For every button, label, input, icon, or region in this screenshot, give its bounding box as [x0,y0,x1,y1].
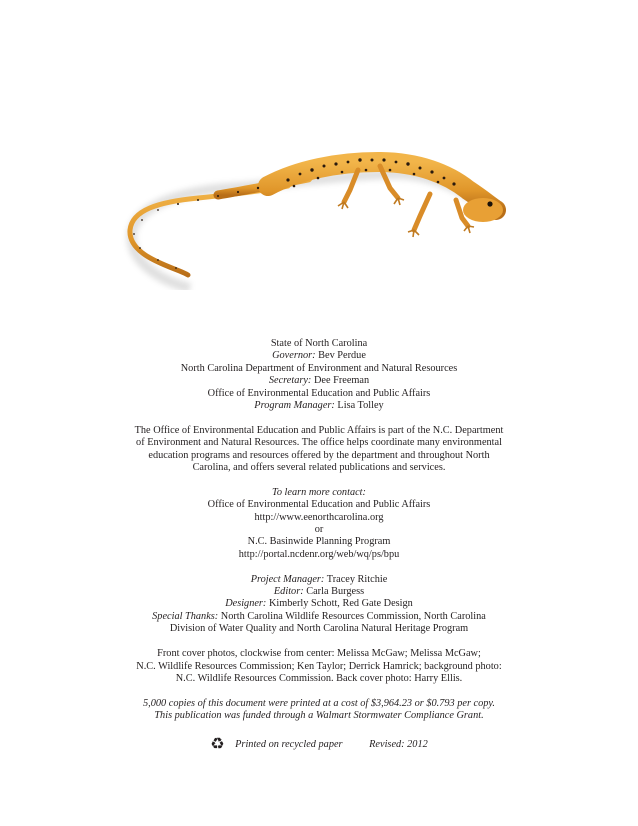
about-line: education programs and resources offered by the department and throughout North [148,449,490,461]
revised-date: Revised: 2012 [369,738,428,750]
governor-name: Bev Perdue [318,350,366,362]
colophon-text [120,338,518,723]
printing-line: 5,000 copies of this document were printed at a cost of $3,964.23 or $0.793 per copy. [143,697,495,709]
contact-url2-link[interactable]: http://portal.ncdenr.org/web/wq/ps/bpu [238,548,400,560]
secretary-line [120,375,518,387]
thanks-line-2: Division of Water Quality and North Carolina Natural Heritage Program [169,623,469,635]
photo-credits [98,648,540,685]
about-paragraph [98,425,540,475]
thanks-line [102,611,536,623]
salamander-illustration [118,140,510,290]
secretary-label: Secretary: [268,375,312,387]
project-manager-name: Tracey Ritchie [326,573,388,585]
state-line: State of North Carolina [270,338,368,349]
recycled-paper-note: Printed on recycled paper [235,738,343,750]
program-manager-name: Lisa Tolley [337,400,384,412]
department-line: North Carolina Department of Environment and Natural Resources [180,362,458,374]
footer [0,734,638,754]
printing-line: This publication was funded through a Walmart Stormwater Compliance Grant. [154,710,484,722]
thanks-label: Special Thanks: [152,610,219,622]
photo-credit-line: N.C. Wildlife Resources Commission. Back cover photo: Harry Ellis. [175,672,463,684]
program-manager-label: Program Manager: [254,400,335,412]
thanks-text: North Carolina Wildlife Resources Commission, North Carolina [220,610,486,622]
governor-label: Governor: [272,350,316,362]
contact-office: Office of Environmental Education and Public Affairs [207,499,431,511]
editor-label: Editor: [273,586,304,598]
printing-note [102,698,536,723]
program-manager-line [120,400,518,412]
contact-url-link[interactable]: http://www.eenorthcarolina.org [254,511,384,523]
contact-heading: To learn more contact: [272,486,366,498]
recycle-icon: ♻ [210,736,225,753]
designer-line [120,598,518,610]
designer-label: Designer: [225,598,267,610]
about-line: Carolina, and offers several related publications and services. [192,462,446,474]
about-line: The Office of Environmental Education and Public Affairs is part of the N.C. Department [134,424,504,436]
secretary-name: Dee Freeman [313,375,370,387]
photo-credit-line: N.C. Wildlife Resources Commission; Ken Taylor; Derrick Hamrick; background photo: [136,660,502,672]
project-manager-label: Project Manager: [250,573,325,585]
contact-program: N.C. Basinwide Planning Program [247,536,391,548]
project-manager-line [120,574,518,586]
about-line: of Environment and Natural Resources. The office helps coordinate many environmental [136,437,502,449]
office-line: Office of Environmental Education and Public Affairs [207,387,431,399]
photo-credit-line: Front cover photos, clockwise from center: Melissa McGaw; Melissa McGaw; [157,648,481,660]
governor-line [120,350,518,362]
editor-name: Carla Burgess [306,586,365,598]
contact-or: or [314,524,324,536]
designer-name: Kimberly Schott, Red Gate Design [268,598,413,610]
editor-line [120,586,518,598]
